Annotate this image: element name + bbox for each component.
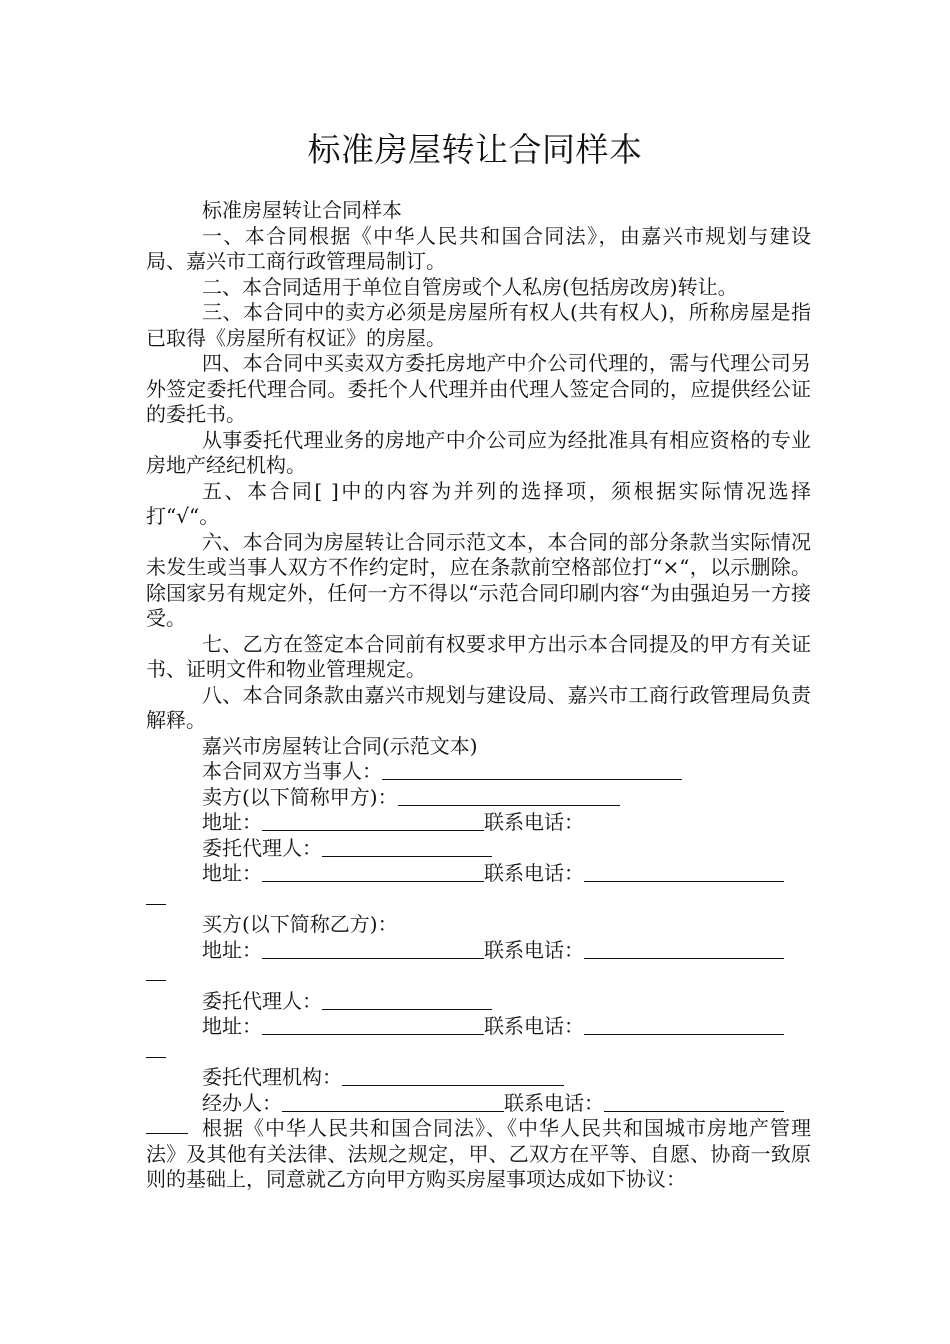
seller-agent-phone-tail [146, 887, 811, 913]
buyer-phone-blank[interactable] [584, 940, 784, 959]
seller-phone-label: 联系电话： [484, 810, 584, 834]
agency-blank[interactable] [342, 1067, 564, 1086]
buyer-agent-address-row [146, 1014, 811, 1040]
paragraph-6: 五、本合同[ ]中的内容为并列的选择项，须根据实际情况选择打“√“。 [146, 478, 811, 528]
buyer-phone-tail [146, 963, 811, 989]
seller-blank[interactable] [398, 787, 620, 806]
buyer-agent-label: 委托代理人： [202, 988, 322, 1013]
buyer-agent-row [146, 989, 811, 1015]
handler-phone-tail [146, 1116, 811, 1142]
paragraph-4: 四、本合同中买卖双方委托房地产中介公司代理的，需与代理公司另外签定委托代理合同。委托个人代理并由代理人签定合同的，应提供经公证的委托书。 [146, 351, 811, 426]
paragraph-1: 一、本合同根据《中华人民共和国合同法》，由嘉兴市规划与建设局、嘉兴市工商行政管理局制订。 [146, 223, 811, 273]
agency-row [146, 1065, 811, 1091]
seller-row [146, 785, 811, 811]
handler-phone-blank[interactable] [604, 1093, 784, 1112]
buyer-agent-phone-label: 联系电话： [484, 1014, 584, 1038]
seller-agent-phone-blank[interactable] [584, 863, 784, 882]
seller-agent-phone-label: 联系电话： [484, 861, 584, 885]
seller-label: 卖方(以下简称甲方)： [202, 784, 398, 809]
buyer-agent-address-blank[interactable] [262, 1016, 484, 1035]
paragraph-5: 从事委托代理业务的房地产中介公司应为经批准具有相应资格的专业房地产经纪机构。 [146, 427, 811, 477]
underline-stub [146, 980, 166, 981]
document-body [146, 198, 811, 1193]
underline-stub [146, 1057, 166, 1058]
buyer-phone-label: 联系电话： [484, 937, 584, 962]
buyer-address-row [146, 938, 811, 964]
paragraph-8: 七、乙方在签定本合同前有权要求甲方出示本合同提及的甲方有关证书、证明文件和物业管理规定。 [146, 631, 811, 681]
handler-label: 经办人： [202, 1090, 282, 1115]
buyer-label: 买方(以下简称乙方)： [202, 912, 398, 936]
buyer-agent-address-label: 地址： [202, 1014, 262, 1038]
agency-label: 委托代理机构： [202, 1065, 342, 1089]
buyer-agent-blank[interactable] [322, 991, 492, 1010]
paragraph-2: 二、本合同适用于单位自管房或个人私房(包括房改房)转让。 [202, 274, 738, 299]
buyer-agent-phone-tail [146, 1040, 811, 1066]
underline-stub [146, 1133, 188, 1134]
paragraph-9: 八、本合同条款由嘉兴市规划与建设局、嘉兴市工商行政管理局负责解释。 [146, 682, 811, 732]
seller-agent-label: 委托代理人： [202, 835, 322, 860]
seller-agent-address-row [146, 861, 811, 887]
handler-phone-label: 联系电话： [504, 1090, 604, 1115]
buyer-address-label: 地址： [202, 937, 262, 962]
parties-blank[interactable] [382, 761, 682, 780]
document-title: 标准房屋转让合同样本 [307, 130, 643, 169]
parties-row [146, 759, 811, 785]
paragraph-7: 六、本合同为房屋转让合同示范文本，本合同的部分条款当实际情况未发生或当事人双方不作约定时，应在条款前空格部位打“×“，以示删除。除国家另有规定外，任何一方不得以“示范合同印刷内容“为由强迫另一方接受。 [146, 529, 811, 630]
paragraph-0: 标准房屋转让合同样本 [202, 198, 402, 222]
buyer-agent-phone-blank[interactable] [584, 1016, 784, 1035]
handler-blank[interactable] [282, 1093, 504, 1112]
seller-agent-address-blank[interactable] [262, 863, 484, 882]
closing-paragraph: 根据《中华人民共和国合同法》、《中华人民共和国城市房地产管理法》及其他有关法律、法规之规定，甲、乙双方在平等、自愿、协商一致原则的基础上，同意就乙方向甲方购买房屋事项达成如下协议： [146, 1116, 811, 1191]
underline-stub [146, 904, 166, 905]
seller-agent-address-label: 地址： [202, 861, 262, 885]
seller-address-label: 地址： [202, 810, 262, 834]
paragraph-3: 三、本合同中的卖方必须是房屋所有权人(共有权人)，所称房屋是指已取得《房屋所有权证》的房屋。 [146, 300, 811, 350]
seller-agent-row [146, 836, 811, 862]
buyer-address-blank[interactable] [262, 940, 484, 959]
parties-label: 本合同双方当事人： [202, 759, 382, 783]
sample-title: 嘉兴市房屋转让合同(示范文本) [202, 733, 478, 758]
seller-address-row [146, 810, 811, 836]
seller-agent-blank[interactable] [322, 838, 492, 857]
seller-address-blank[interactable] [262, 812, 484, 831]
buyer-row [146, 912, 811, 938]
handler-row [146, 1091, 811, 1117]
